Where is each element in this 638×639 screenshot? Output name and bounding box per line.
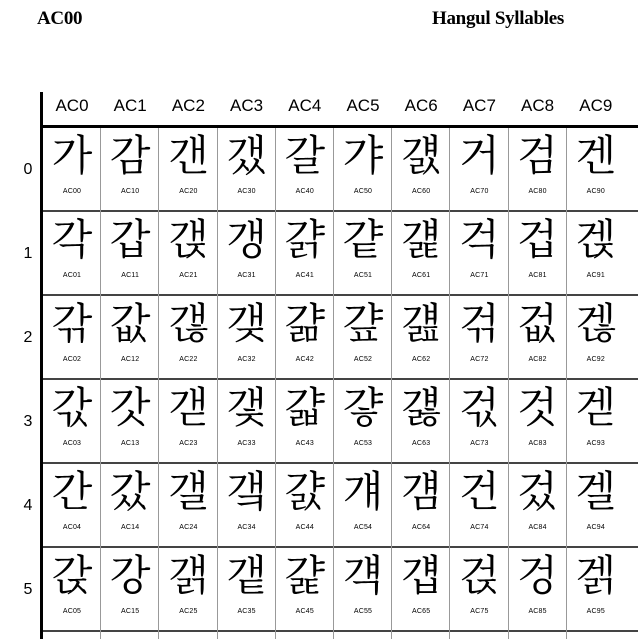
- glyph-cell: [509, 548, 567, 631]
- glyph-cell: [450, 380, 508, 463]
- syllable-glyph: 갥: [168, 551, 209, 600]
- glyph-cell: [509, 380, 567, 463]
- code-point-label: AC81: [528, 272, 547, 279]
- syllable-glyph: 갱: [226, 215, 267, 264]
- code-point-label: AC15: [121, 608, 140, 615]
- syllable-glyph: 것: [517, 383, 558, 432]
- column-divider: [566, 128, 567, 639]
- glyph-cell: [567, 128, 625, 211]
- syllable-glyph: 겄: [517, 467, 558, 516]
- column-divider: [333, 128, 334, 639]
- glyph-cell: [567, 464, 625, 547]
- code-point-label: AC82: [528, 356, 547, 363]
- glyph-cell: [276, 128, 334, 211]
- syllable-glyph: 걡: [400, 215, 442, 264]
- syllable-glyph: 걤: [400, 467, 442, 516]
- glyph-cell: [450, 548, 508, 631]
- syllable-glyph: 갵: [226, 551, 267, 600]
- glyph-cell: [334, 380, 392, 463]
- code-point-label: AC55: [353, 608, 373, 615]
- glyph-cell: [392, 464, 450, 547]
- code-point-label: AC05: [62, 608, 82, 615]
- glyph-cell: [567, 548, 625, 631]
- glyph-cell: [509, 296, 567, 379]
- glyph-cell: [509, 464, 567, 547]
- code-point-label: AC54: [353, 524, 373, 531]
- glyph-cell: [101, 464, 159, 547]
- syllable-glyph: 검: [517, 131, 558, 180]
- syllable-glyph: 갲: [226, 299, 267, 348]
- glyph-cell: [101, 128, 159, 211]
- row-header: 2: [23, 329, 33, 346]
- glyph-cell: [334, 128, 392, 211]
- code-point-label: AC12: [121, 356, 140, 363]
- syllable-glyph: 갂: [51, 299, 93, 348]
- code-point-label: AC62: [412, 356, 431, 363]
- code-point-label: AC21: [179, 272, 198, 279]
- syllable-glyph: 겕: [575, 551, 617, 600]
- syllable-glyph: 갑: [109, 215, 151, 264]
- code-point-label: AC83: [528, 440, 547, 447]
- code-point-label: AC13: [121, 440, 140, 447]
- code-point-label: AC70: [470, 188, 489, 195]
- code-point-label: AC92: [586, 356, 605, 363]
- code-point-label: AC24: [179, 524, 198, 531]
- column-divider: [449, 128, 450, 639]
- glyph-cell: [567, 380, 625, 463]
- code-point-label: AC34: [237, 524, 256, 531]
- glyph-cell: [159, 128, 217, 211]
- code-point-label: AC22: [179, 356, 198, 363]
- glyph-cell: [392, 380, 450, 463]
- code-point-label: AC40: [295, 188, 314, 195]
- syllable-glyph: 걓: [342, 383, 384, 432]
- code-point-label: AC85: [528, 608, 547, 615]
- code-point-label: AC61: [412, 272, 431, 279]
- code-point-label: AC32: [237, 356, 256, 363]
- code-point-label: AC93: [586, 440, 605, 447]
- code-point-label: AC91: [586, 272, 605, 279]
- glyph-cell: [392, 128, 450, 211]
- code-point-label: AC41: [295, 272, 314, 279]
- glyph-cell: [334, 464, 392, 547]
- glyph-cell: [101, 380, 159, 463]
- code-point-label: AC71: [470, 272, 489, 279]
- code-point-label: AC31: [237, 272, 256, 279]
- column-header: AC8: [521, 96, 555, 115]
- glyph-cell: [218, 548, 276, 631]
- code-point-label: AC50: [353, 188, 373, 195]
- syllable-glyph: 걳: [459, 383, 500, 432]
- glyph-cell: [509, 212, 567, 295]
- glyph-cell: [567, 212, 625, 295]
- row-header: 5: [23, 581, 33, 598]
- code-point-label: AC64: [412, 524, 431, 531]
- glyph-cell: [276, 464, 334, 547]
- syllable-glyph: 거: [459, 131, 500, 180]
- syllable-glyph: 겓: [575, 383, 617, 432]
- code-point-label: AC04: [62, 524, 82, 531]
- column-header: AC2: [171, 96, 205, 115]
- column-header: AC7: [462, 96, 496, 115]
- glyph-cell: [43, 296, 101, 379]
- glyph-cell: [159, 212, 217, 295]
- glyph-cell: [218, 212, 276, 295]
- column-header: AC4: [288, 96, 322, 115]
- syllable-glyph: 갤: [168, 467, 209, 516]
- column-header: AC0: [55, 96, 89, 115]
- code-point-label: AC44: [295, 524, 314, 531]
- glyph-cell: [43, 464, 101, 547]
- code-point-label: AC74: [470, 524, 489, 531]
- syllable-glyph: 걥: [400, 551, 442, 600]
- glyph-cell: [218, 296, 276, 379]
- glyph-cell: [276, 548, 334, 631]
- code-point-label: AC72: [470, 356, 489, 363]
- syllable-glyph: 걱: [459, 215, 500, 264]
- syllable-glyph: 겂: [517, 299, 558, 348]
- syllable-glyph: 겑: [575, 215, 617, 264]
- column-divider: [158, 128, 159, 639]
- glyph-cell: [450, 212, 508, 295]
- code-point-label: AC51: [353, 272, 373, 279]
- syllable-glyph: 겁: [517, 215, 558, 264]
- syllable-glyph: 걑: [342, 215, 384, 264]
- glyph-cell: [159, 548, 217, 631]
- code-point-label: AC20: [179, 188, 198, 195]
- glyph-cell: [218, 380, 276, 463]
- syllable-glyph: 갔: [109, 467, 151, 516]
- syllable-glyph: 겅: [517, 551, 558, 600]
- syllable-glyph: 각: [51, 215, 93, 264]
- code-point-label: AC53: [353, 440, 373, 447]
- syllable-glyph: 갅: [51, 551, 93, 600]
- glyph-cell: [276, 380, 334, 463]
- syllable-glyph: 걃: [284, 383, 326, 432]
- row-header: 3: [23, 413, 33, 430]
- syllable-glyph: 겔: [575, 467, 617, 516]
- glyph-cell: [567, 296, 625, 379]
- syllable-glyph: 걵: [459, 551, 500, 600]
- glyph-cell: [392, 548, 450, 631]
- syllable-glyph: 걢: [400, 299, 442, 348]
- glyph-cell: [159, 380, 217, 463]
- row-header: 0: [23, 161, 33, 178]
- block-start-code: AC00: [37, 8, 83, 29]
- column-divider: [217, 128, 218, 639]
- code-point-label: AC90: [586, 188, 605, 195]
- syllable-glyph: 걣: [400, 383, 442, 432]
- glyph-cell: [43, 212, 101, 295]
- syllable-glyph: 겐: [575, 131, 617, 180]
- code-point-label: AC00: [62, 188, 82, 195]
- column-divider: [508, 128, 509, 639]
- column-header: AC6: [404, 96, 438, 115]
- code-point-label: AC65: [412, 608, 431, 615]
- glyph-cell: [392, 212, 450, 295]
- code-point-label: AC42: [295, 356, 314, 363]
- row-divider: [40, 630, 638, 632]
- syllable-glyph: 갡: [168, 215, 209, 264]
- syllable-glyph: 갃: [51, 383, 93, 432]
- glyph-cell: [392, 296, 450, 379]
- code-point-label: AC95: [586, 608, 605, 615]
- glyph-cell: [43, 380, 101, 463]
- row-header: 1: [23, 245, 33, 262]
- glyph-cell: [334, 548, 392, 631]
- glyph-cell: [450, 464, 508, 547]
- glyph-cell: [159, 296, 217, 379]
- glyph-cell: [218, 128, 276, 211]
- code-point-label: AC63: [412, 440, 431, 447]
- column-header: AC1: [113, 96, 147, 115]
- code-point-label: AC33: [237, 440, 256, 447]
- syllable-glyph: 갠: [168, 131, 209, 180]
- code-point-label: AC23: [179, 440, 198, 447]
- glyph-cell: [450, 296, 508, 379]
- glyph-cell: [43, 128, 101, 211]
- glyph-cell: [509, 128, 567, 211]
- syllable-glyph: 감: [109, 131, 151, 180]
- column-divider: [100, 128, 101, 639]
- syllable-glyph: 갈: [284, 131, 326, 180]
- column-header: AC3: [230, 96, 264, 115]
- syllable-glyph: 갢: [168, 299, 209, 348]
- syllable-glyph: 간: [51, 467, 93, 516]
- glyph-cell: [159, 464, 217, 547]
- row-axis-line: [40, 92, 43, 639]
- syllable-glyph: 걲: [459, 299, 500, 348]
- code-point-label: AC60: [412, 188, 431, 195]
- code-point-label: AC02: [62, 356, 82, 363]
- code-point-label: AC25: [179, 608, 198, 615]
- column-header: AC9: [579, 96, 613, 115]
- syllable-glyph: 걔: [342, 467, 384, 516]
- code-point-label: AC45: [295, 608, 314, 615]
- glyph-cell: [101, 548, 159, 631]
- glyph-cell: [218, 464, 276, 547]
- syllable-glyph: 갰: [226, 131, 267, 180]
- syllable-glyph: 걂: [284, 299, 326, 348]
- syllable-glyph: 걄: [284, 467, 326, 516]
- syllable-glyph: 강: [109, 551, 151, 600]
- glyph-cell: [334, 212, 392, 295]
- syllable-glyph: 갸: [342, 131, 384, 180]
- syllable-glyph: 걕: [342, 551, 384, 600]
- syllable-glyph: 갴: [226, 467, 267, 516]
- code-point-label: AC11: [121, 272, 140, 279]
- code-point-label: AC73: [470, 440, 489, 447]
- column-header: AC5: [346, 96, 380, 115]
- glyph-cell: [450, 128, 508, 211]
- code-point-label: AC84: [528, 524, 547, 531]
- row-header: 4: [23, 497, 33, 514]
- column-divider: [275, 128, 276, 639]
- glyph-cell: [334, 296, 392, 379]
- syllable-glyph: 걁: [284, 215, 326, 264]
- syllable-glyph: 걒: [342, 299, 384, 348]
- code-point-label: AC03: [62, 440, 82, 447]
- column-divider: [391, 128, 392, 639]
- syllable-glyph: 가: [51, 131, 93, 180]
- glyph-cell: [101, 296, 159, 379]
- syllable-glyph: 걅: [284, 551, 326, 600]
- syllable-glyph: 걠: [400, 131, 442, 180]
- glyph-cell: [276, 296, 334, 379]
- code-point-label: AC35: [237, 608, 256, 615]
- column-axis-line: [40, 125, 638, 128]
- block-title: Hangul Syllables: [432, 8, 564, 29]
- code-point-label: AC94: [586, 524, 605, 531]
- glyph-cell: [43, 548, 101, 631]
- code-point-label: AC52: [353, 356, 373, 363]
- code-point-label: AC80: [528, 188, 547, 195]
- syllable-glyph: 건: [459, 467, 500, 516]
- code-point-label: AC14: [121, 524, 140, 531]
- syllable-glyph: 갣: [168, 383, 209, 432]
- glyph-cell: [276, 212, 334, 295]
- syllable-glyph: 갓: [109, 383, 151, 432]
- syllable-glyph: 겒: [575, 299, 617, 348]
- syllable-glyph: 값: [109, 299, 151, 348]
- syllable-glyph: 갳: [226, 383, 267, 432]
- code-point-label: AC01: [62, 272, 82, 279]
- glyph-cell: [101, 212, 159, 295]
- code-point-label: AC30: [237, 188, 256, 195]
- code-point-label: AC75: [470, 608, 489, 615]
- code-point-label: AC10: [121, 188, 140, 195]
- code-point-label: AC43: [295, 440, 314, 447]
